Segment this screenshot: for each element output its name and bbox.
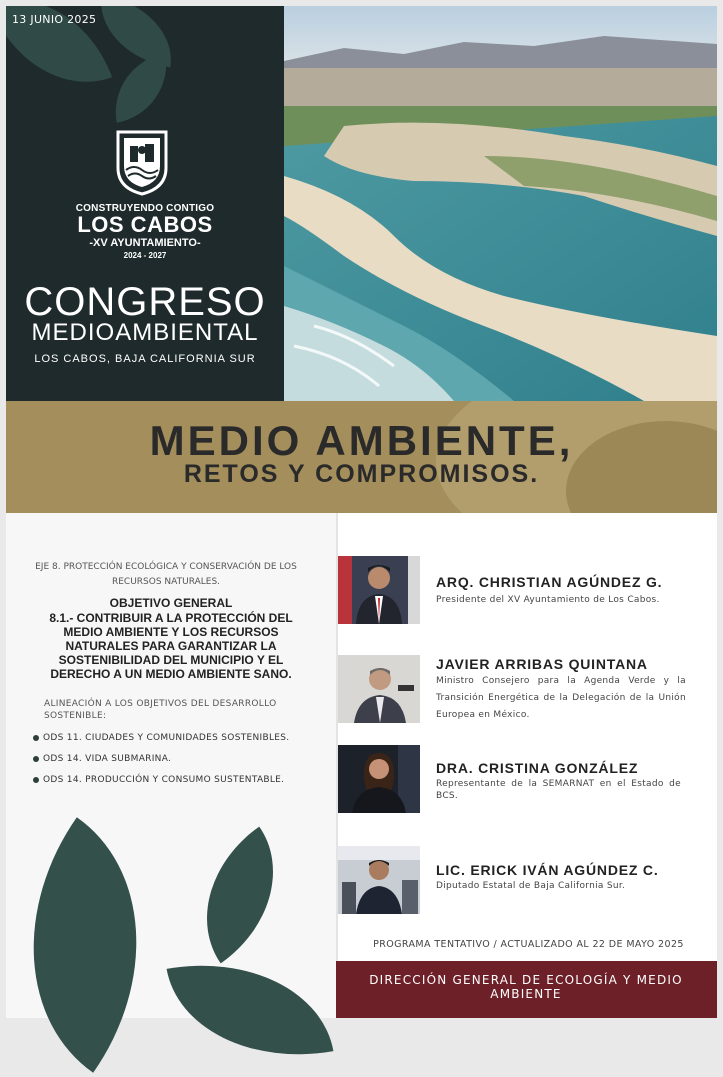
municipal-logo — [6, 203, 284, 260]
speaker-photo — [338, 846, 420, 914]
speaker-photo — [338, 745, 420, 813]
speaker-name: ARQ. CHRISTIAN AGÚNDEZ G. — [436, 574, 663, 590]
sdg-list — [33, 732, 303, 795]
speaker-role: Representante de la SEMARNAT en el Estado de BCS. — [436, 779, 681, 801]
program-note: PROGRAMA TENTATIVO / ACTUALIZADO AL 22 DE MAYO 2025 — [373, 939, 684, 950]
axis-text: EJE 8. PROTECCIÓN ECOLÓGICA Y CONSERVACIÓN DE LOS RECURSOS NATURALES. — [35, 562, 297, 587]
bullet-icon — [33, 735, 39, 741]
sub-headline: RETOS Y COMPROMISOS. — [183, 460, 540, 488]
sdg-item: ODS 14. PRODUCCIÓN Y CONSUMO SUSTENTABLE. — [43, 775, 285, 785]
event-date: 13 JUNIO 2025 — [12, 13, 97, 26]
logo-years: 2024 - 2027 — [123, 251, 167, 260]
list-item — [33, 753, 303, 765]
aerial-estuary-photo — [284, 6, 717, 401]
sdg-item: ODS 14. VIDA SUBMARINA. — [43, 754, 172, 764]
logo-ayuntamiento: -XV AYUNTAMIENTO- — [89, 237, 201, 249]
speaker-name: JAVIER ARRIBAS QUINTANA — [436, 656, 648, 672]
list-item — [33, 774, 303, 786]
speaker-role: Presidente del XV Ayuntamiento de Los Cabos. — [436, 595, 660, 605]
event-subtitle: MEDIOAMBIENTAL — [31, 319, 259, 346]
bullet-icon — [33, 756, 39, 762]
event-location: LOS CABOS, BAJA CALIFORNIA SUR — [34, 353, 256, 365]
objective-text: 8.1.- CONTRIBUIR A LA PROTECCIÓN DEL MEDIO AMBIENTE Y LOS RECURSOS NATURALES PARA GARANTIZAR LA SOSTENIBILIDAD DEL MUNICIPIO Y EL DERECHO A UN MEDIO AMBIENTE SANO. — [49, 611, 293, 681]
bullet-icon — [33, 777, 39, 783]
speaker-name: DRA. CRISTINA GONZÁLEZ — [436, 760, 639, 776]
title-panel — [6, 6, 284, 401]
main-headline: MEDIO AMBIENTE, — [149, 417, 574, 464]
sdg-item: ODS 11. CIUDADES Y COMUNIDADES SOSTENIBLES. — [43, 733, 290, 743]
objective-title: OBJETIVO GENERAL — [109, 596, 233, 610]
logo-city: LOS CABOS — [77, 212, 213, 237]
speaker-name: LIC. ERICK IVÁN AGÚNDEZ C. — [436, 862, 659, 878]
municipal-crest-icon — [114, 126, 170, 196]
logo-tagline: CONSTRUYENDO CONTIGO — [75, 203, 215, 214]
speaker-photo — [338, 556, 420, 624]
event-title: CONGRESO — [24, 280, 266, 324]
sdg-alignment-label: ALINEACIÓN A LOS OBJETIVOS DEL DESARROLLO SOSTENIBLE: — [44, 699, 277, 721]
leaf-decoration — [91, 6, 180, 67]
leaf-decoration — [106, 53, 176, 123]
speaker-photo — [338, 655, 420, 723]
list-item — [33, 732, 303, 744]
organizer-name: DIRECCIÓN GENERAL DE ECOLOGÍA Y MEDIO AMBIENTE — [369, 973, 683, 1001]
speaker-role: Diputado Estatal de Baja California Sur. — [436, 881, 626, 891]
speaker-role: Ministro Consejero para la Agenda Verde y la Transición Energética de la Delegación de la Unión Europea en México. — [436, 676, 686, 720]
